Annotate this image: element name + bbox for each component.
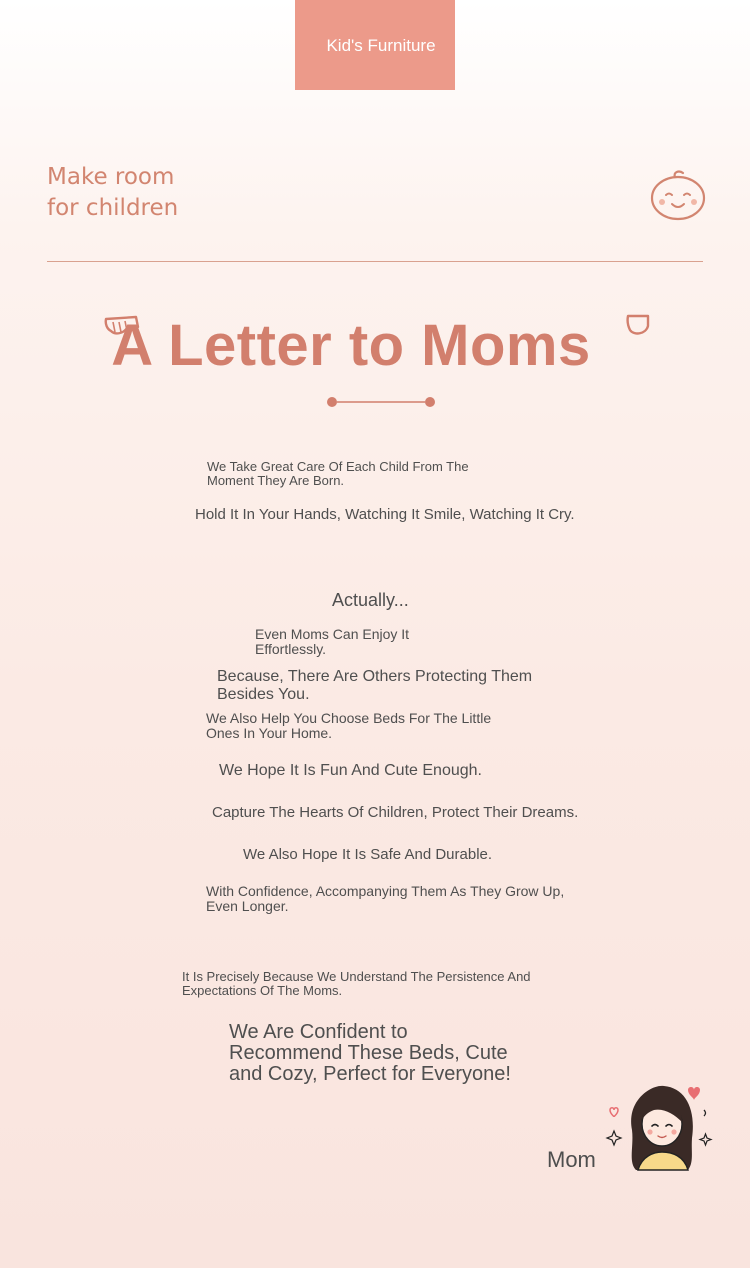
letter-p3: Actually... <box>332 590 409 610</box>
letter-p6 <box>206 711 491 742</box>
tagline <box>47 162 178 224</box>
baby-face-icon <box>649 168 707 222</box>
letter-p4-line1: Even Moms Can Enjoy It <box>255 626 410 642</box>
letter-p10-line1: With Confidence, Accompanying Them As They Grow Up, <box>206 883 565 899</box>
tagline-line2: for children <box>47 195 179 221</box>
letter-p12-line1: We Are Confident to <box>229 1021 408 1043</box>
letter-p11-line1: It Is Precisely Because We Understand The Persistence And <box>182 969 531 984</box>
letter-p4 <box>255 627 409 658</box>
letter-p10-line2: Even Longer. <box>206 898 289 915</box>
header-divider <box>47 261 703 262</box>
letter-p12-line2: Recommend These Beds, Cute <box>229 1042 508 1064</box>
signature-label: Mom <box>547 1147 596 1172</box>
letter-p6-line2: Ones In Your Home. <box>206 725 333 742</box>
letter-p5-line2: Besides You. <box>217 685 310 703</box>
letter-p6-line1: We Also Help You Choose Beds For The Little <box>206 710 492 726</box>
letter-p1 <box>207 460 469 489</box>
brand-name: Kid's Furniture <box>326 36 436 55</box>
letter-p1-line2: Moment They Are Born. <box>207 473 345 489</box>
letter-p4-line2: Effortlessly. <box>255 641 327 658</box>
letter-p11-line2: Expectations Of The Moms. <box>182 983 343 999</box>
title-ornament <box>326 395 438 411</box>
letter-p11 <box>182 970 531 999</box>
letter-p2: Hold It In Your Hands, Watching It Smile, Watching It Cry. <box>195 506 575 523</box>
letter-p7: We Hope It Is Fun And Cute Enough. <box>219 762 482 779</box>
letter-p1-line1: We Take Great Care Of Each Child From The <box>207 459 469 474</box>
close-quote-icon <box>624 312 652 338</box>
letter-p5-line1: Because, There Are Others Protecting Them <box>217 668 533 685</box>
letter-p12 <box>229 1022 511 1085</box>
tagline-line1: Make room <box>47 164 175 190</box>
letter-p10 <box>206 884 564 915</box>
letter-p9: We Also Hope It Is Safe And Durable. <box>243 846 493 863</box>
letter-p8: Capture The Hearts Of Children, Protect Their Dreams. <box>212 804 579 821</box>
page-title: A Letter to Moms <box>111 313 591 378</box>
letter-p12-line3: and Cozy, Perfect for Everyone! <box>229 1063 511 1085</box>
mom-avatar-icon <box>604 1080 716 1176</box>
letter-p5 <box>217 668 532 703</box>
